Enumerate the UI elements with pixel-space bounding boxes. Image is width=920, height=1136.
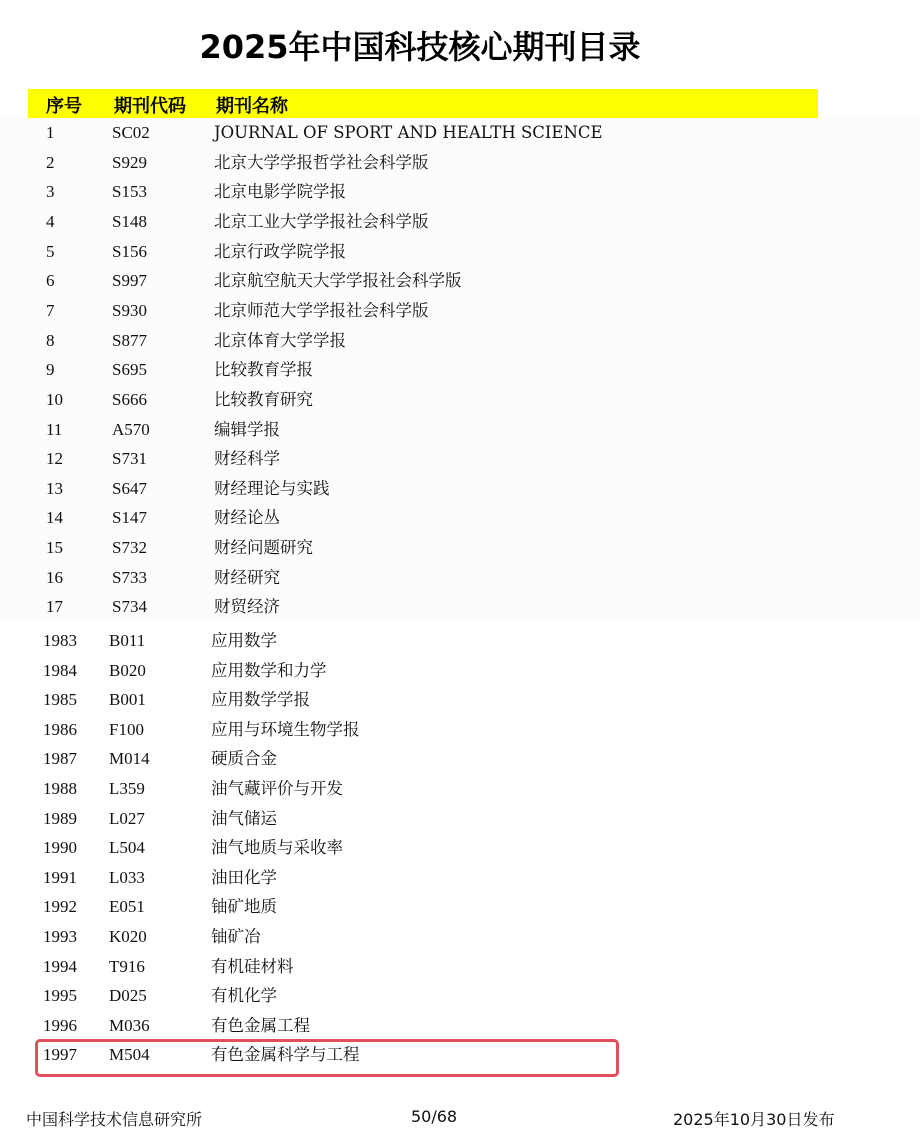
serial-no-cell: 8 [46, 330, 55, 350]
journal-name-cell: 北京航空航天大学学报社会科学版 [214, 271, 462, 291]
journal-code-cell: S148 [112, 211, 147, 231]
journal-code-cell: T916 [109, 956, 145, 976]
journal-name-cell: 北京行政学院学报 [214, 241, 346, 261]
journal-name-cell: 油气储运 [211, 808, 277, 828]
table-row [0, 715, 920, 745]
serial-no-cell: 1986 [43, 719, 77, 739]
header-serial-no: 序号 [46, 96, 82, 117]
table-row [0, 415, 920, 445]
journal-code-cell: S877 [112, 330, 147, 350]
table-row [0, 626, 920, 656]
table-row [0, 804, 920, 834]
journal-code-cell: S929 [112, 152, 147, 172]
journal-code-cell: S732 [112, 538, 147, 558]
footer-page-number: 50/68 [411, 1107, 458, 1126]
journal-name-cell: 财贸经济 [214, 597, 280, 617]
journal-code-cell: L504 [109, 838, 145, 858]
journal-name-cell: 编辑学报 [214, 419, 280, 439]
journal-name-cell: 北京工业大学学报社会科学版 [214, 211, 429, 231]
table-row [0, 952, 920, 982]
journal-name-cell: 北京体育大学学报 [214, 330, 346, 350]
serial-no-cell: 1991 [43, 867, 77, 887]
table-row [0, 533, 920, 563]
journal-code-cell: S731 [112, 449, 147, 469]
table-row [0, 326, 920, 356]
journal-name-cell: 应用数学 [211, 631, 277, 650]
serial-no-cell: 5 [46, 241, 55, 261]
journal-code-cell: F100 [109, 719, 144, 739]
table-row [0, 474, 920, 504]
journal-name-cell: 财经论丛 [214, 508, 280, 528]
journal-code-cell: S695 [112, 360, 147, 380]
journal-code-cell: L359 [109, 779, 145, 798]
table-row [0, 118, 920, 148]
journal-name-cell: 铀矿地质 [211, 897, 277, 917]
journal-name-cell: JOURNAL OF SPORT AND HEALTH SCIENCE [214, 123, 603, 142]
journal-name-cell: 财经研究 [214, 567, 280, 587]
serial-no-cell: 17 [46, 597, 63, 617]
footer-date: 2025年10月30日发布 [673, 1110, 835, 1129]
journal-name-cell: 比较教育研究 [214, 389, 313, 409]
table-row [0, 296, 920, 326]
journal-code-cell: K020 [109, 927, 147, 946]
journal-name-cell: 应用数学学报 [211, 690, 310, 710]
journal-name-cell: 铀矿冶 [211, 927, 261, 946]
journal-name-cell: 财经科学 [214, 449, 280, 469]
journal-code-cell: S647 [112, 478, 147, 498]
table-row [0, 385, 920, 415]
journal-code-cell: B020 [109, 660, 146, 680]
journal-code-cell: S147 [112, 508, 147, 528]
serial-no-cell: 1989 [43, 808, 77, 828]
journal-name-cell: 北京电影学院学报 [214, 182, 346, 202]
journal-code-cell: A570 [112, 419, 150, 439]
serial-no-cell: 1994 [43, 956, 77, 976]
header-journal-code: 期刊代码 [114, 96, 186, 117]
table-row [0, 592, 920, 622]
journal-code-cell: S930 [112, 300, 147, 320]
journal-code-cell: L027 [109, 808, 145, 828]
table-header [28, 89, 818, 119]
serial-no-cell: 10 [46, 389, 63, 409]
journal-code-cell: M014 [109, 749, 150, 769]
journal-name-cell: 硬质合金 [211, 749, 277, 769]
table-row [0, 148, 920, 178]
serial-no-cell: 6 [46, 271, 55, 291]
journal-code-cell: B011 [109, 631, 146, 650]
serial-no-cell: 2 [46, 152, 55, 172]
journal-name-cell: 财经理论与实践 [214, 478, 330, 498]
table-row [0, 355, 920, 385]
journal-code-cell: SC02 [112, 123, 150, 142]
serial-no-cell: 13 [46, 478, 63, 498]
journal-name-cell: 比较教育学报 [214, 360, 313, 380]
serial-no-cell: 1985 [43, 690, 77, 710]
journal-name-cell: 油气藏评价与开发 [211, 779, 343, 798]
table-row [0, 892, 920, 922]
serial-no-cell: 11 [46, 419, 63, 439]
serial-no-cell: 1 [46, 123, 55, 142]
journal-name-cell: 有机化学 [211, 986, 277, 1006]
serial-no-cell: 4 [46, 211, 55, 231]
serial-no-cell: 1996 [43, 1015, 77, 1035]
page-title: 2025年中国科技核心期刊目录 [199, 28, 641, 66]
serial-no-cell: 12 [46, 449, 63, 469]
journal-name-cell: 有色金属科学与工程 [211, 1045, 360, 1065]
table-row [0, 177, 920, 207]
table-row [0, 685, 920, 715]
serial-no-cell: 1992 [43, 897, 77, 917]
serial-no-cell: 1987 [43, 749, 77, 769]
journal-code-cell: M504 [109, 1045, 150, 1065]
journal-name-cell: 有机硅材料 [211, 956, 294, 976]
table-row [0, 237, 920, 267]
serial-no-cell: 15 [46, 538, 63, 558]
serial-no-cell: 1995 [43, 986, 77, 1006]
highlight-box [35, 1039, 619, 1077]
table-row [0, 774, 920, 804]
journal-code-cell: S153 [112, 182, 147, 202]
journal-code-cell: S733 [112, 567, 147, 587]
table-row [0, 503, 920, 533]
journal-code-cell: M036 [109, 1015, 150, 1035]
header-journal-name: 期刊名称 [216, 96, 288, 117]
journal-name-cell: 北京师范大学学报社会科学版 [214, 300, 429, 320]
table-row [0, 863, 920, 893]
table-row [0, 266, 920, 296]
table-row [0, 922, 920, 952]
serial-no-cell: 14 [46, 508, 63, 528]
serial-no-cell: 9 [46, 360, 55, 380]
journal-name-cell: 应用与环境生物学报 [211, 719, 360, 739]
table-row [0, 444, 920, 474]
journal-name-cell: 应用数学和力学 [211, 660, 327, 680]
journal-code-cell: L033 [109, 867, 145, 887]
serial-no-cell: 16 [46, 567, 63, 587]
journal-code-cell: S997 [112, 271, 147, 291]
serial-no-cell: 1983 [43, 631, 77, 650]
table-row [0, 563, 920, 593]
table-row [0, 1011, 920, 1041]
table-row [0, 981, 920, 1011]
journal-name-cell: 有色金属工程 [211, 1015, 310, 1035]
journal-name-cell: 财经问题研究 [214, 538, 313, 558]
journal-name-cell: 油气地质与采收率 [211, 838, 343, 858]
journal-code-cell: S734 [112, 597, 147, 617]
journal-code-cell: S666 [112, 389, 147, 409]
journal-code-cell: D025 [109, 986, 147, 1006]
footer-org: 中国科学技术信息研究所 [26, 1110, 203, 1129]
table-row [0, 656, 920, 686]
table-row [0, 744, 920, 774]
serial-no-cell: 7 [46, 300, 55, 320]
serial-no-cell: 1993 [43, 927, 77, 946]
serial-no-cell: 1990 [43, 838, 77, 858]
table-row [0, 833, 920, 863]
serial-no-cell: 3 [46, 182, 55, 202]
journal-code-cell: B001 [109, 690, 146, 710]
journal-code-cell: S156 [112, 241, 147, 261]
journal-name-cell: 北京大学学报哲学社会科学版 [214, 152, 429, 172]
serial-no-cell: 1997 [43, 1045, 77, 1065]
serial-no-cell: 1984 [43, 660, 77, 680]
table-row [0, 207, 920, 237]
journal-name-cell: 油田化学 [211, 867, 277, 887]
journal-code-cell: E051 [109, 897, 145, 917]
serial-no-cell: 1988 [43, 779, 77, 798]
